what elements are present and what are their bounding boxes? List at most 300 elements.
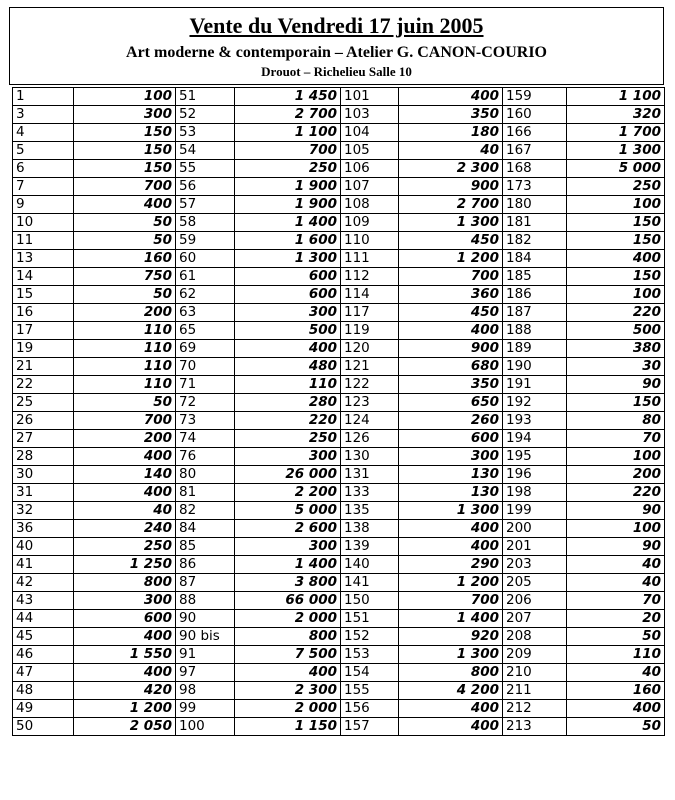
price-cell: 700 [399, 592, 503, 610]
price-cell: 1 400 [235, 556, 341, 574]
lot-number-cell: 11 [13, 232, 74, 250]
table-row [13, 376, 665, 394]
lot-number-cell: 209 [503, 646, 567, 664]
lot-number-cell: 198 [503, 484, 567, 502]
lot-number-cell: 73 [176, 412, 235, 430]
price-cell: 1 550 [74, 646, 176, 664]
lot-number-cell: 139 [341, 538, 399, 556]
price-cell: 450 [399, 304, 503, 322]
price-cell: 26 000 [235, 466, 341, 484]
price-cell: 50 [74, 286, 176, 304]
table-row [13, 250, 665, 268]
lot-number-cell: 122 [341, 376, 399, 394]
lot-number-cell: 30 [13, 466, 74, 484]
lot-number-cell: 100 [176, 718, 235, 736]
table-row [13, 286, 665, 304]
table-row [13, 358, 665, 376]
price-cell: 1 700 [567, 124, 665, 142]
price-cell: 400 [74, 196, 176, 214]
lot-number-cell: 188 [503, 322, 567, 340]
price-cell: 100 [567, 448, 665, 466]
table-row [13, 538, 665, 556]
price-cell: 220 [235, 412, 341, 430]
lot-number-cell: 27 [13, 430, 74, 448]
price-cell: 700 [399, 268, 503, 286]
price-cell: 350 [399, 376, 503, 394]
lot-number-cell: 112 [341, 268, 399, 286]
price-cell: 1 300 [567, 142, 665, 160]
price-cell: 300 [399, 448, 503, 466]
lot-number-cell: 156 [341, 700, 399, 718]
price-cell: 400 [74, 448, 176, 466]
price-cell: 600 [235, 286, 341, 304]
lot-number-cell: 157 [341, 718, 399, 736]
lot-number-cell: 131 [341, 466, 399, 484]
lot-number-cell: 99 [176, 700, 235, 718]
price-cell: 400 [399, 88, 503, 106]
price-cell: 360 [399, 286, 503, 304]
table-row [13, 412, 665, 430]
price-cell: 1 900 [235, 196, 341, 214]
lot-number-cell: 107 [341, 178, 399, 196]
lot-number-cell: 71 [176, 376, 235, 394]
lot-number-cell: 36 [13, 520, 74, 538]
price-cell: 110 [567, 646, 665, 664]
price-cell: 90 [567, 376, 665, 394]
lot-number-cell: 4 [13, 124, 74, 142]
lot-number-cell: 155 [341, 682, 399, 700]
lot-number-cell: 200 [503, 520, 567, 538]
lot-number-cell: 40 [13, 538, 74, 556]
price-cell: 750 [74, 268, 176, 286]
table-row [13, 322, 665, 340]
price-cell: 800 [399, 664, 503, 682]
price-cell: 40 [567, 664, 665, 682]
lot-number-cell: 55 [176, 160, 235, 178]
lot-number-cell: 5 [13, 142, 74, 160]
price-cell: 3 800 [235, 574, 341, 592]
price-cell: 150 [567, 268, 665, 286]
price-cell: 66 000 [235, 592, 341, 610]
table-row [13, 484, 665, 502]
lot-number-cell: 117 [341, 304, 399, 322]
price-cell: 110 [74, 322, 176, 340]
price-cell: 2 200 [235, 484, 341, 502]
lot-number-cell: 189 [503, 340, 567, 358]
lot-number-cell: 150 [341, 592, 399, 610]
price-cell: 40 [567, 556, 665, 574]
lot-number-cell: 58 [176, 214, 235, 232]
price-cell: 220 [567, 484, 665, 502]
lot-number-cell: 135 [341, 502, 399, 520]
lot-number-cell: 108 [341, 196, 399, 214]
table-row [13, 304, 665, 322]
lot-number-cell: 205 [503, 574, 567, 592]
results-table [12, 87, 665, 736]
price-cell: 1 100 [567, 88, 665, 106]
lot-number-cell: 91 [176, 646, 235, 664]
table-row [13, 268, 665, 286]
price-cell: 30 [567, 358, 665, 376]
sale-subtitle: Art moderne & contemporain – Atelier G. CANON-COURIO [126, 44, 547, 61]
lot-number-cell: 153 [341, 646, 399, 664]
table-row [13, 520, 665, 538]
lot-number-cell: 166 [503, 124, 567, 142]
sale-title: Vente du Vendredi 17 juin 2005 [189, 13, 484, 38]
lot-number-cell: 101 [341, 88, 399, 106]
lot-number-cell: 192 [503, 394, 567, 412]
price-cell: 1 200 [399, 574, 503, 592]
price-cell: 50 [567, 718, 665, 736]
price-cell: 2 700 [235, 106, 341, 124]
price-cell: 400 [235, 340, 341, 358]
lot-number-cell: 90 bis [176, 628, 235, 646]
price-cell: 160 [74, 250, 176, 268]
lot-number-cell: 97 [176, 664, 235, 682]
table-row [13, 466, 665, 484]
lot-number-cell: 159 [503, 88, 567, 106]
price-cell: 70 [567, 592, 665, 610]
price-cell: 4 200 [399, 682, 503, 700]
price-cell: 110 [235, 376, 341, 394]
price-cell: 40 [74, 502, 176, 520]
lot-number-cell: 194 [503, 430, 567, 448]
lot-number-cell: 48 [13, 682, 74, 700]
price-cell: 420 [74, 682, 176, 700]
lot-number-cell: 41 [13, 556, 74, 574]
price-cell: 400 [235, 664, 341, 682]
price-cell: 150 [567, 214, 665, 232]
price-cell: 40 [567, 574, 665, 592]
lot-number-cell: 25 [13, 394, 74, 412]
lot-number-cell: 186 [503, 286, 567, 304]
lot-number-cell: 14 [13, 268, 74, 286]
lot-number-cell: 133 [341, 484, 399, 502]
price-cell: 500 [235, 322, 341, 340]
price-cell: 280 [235, 394, 341, 412]
price-cell: 1 100 [235, 124, 341, 142]
price-cell: 400 [399, 520, 503, 538]
lot-number-cell: 110 [341, 232, 399, 250]
lot-number-cell: 104 [341, 124, 399, 142]
price-cell: 400 [399, 700, 503, 718]
price-cell: 220 [567, 304, 665, 322]
price-cell: 250 [74, 538, 176, 556]
price-cell: 2 300 [399, 160, 503, 178]
price-cell: 800 [74, 574, 176, 592]
lot-number-cell: 53 [176, 124, 235, 142]
lot-number-cell: 193 [503, 412, 567, 430]
lot-number-cell: 124 [341, 412, 399, 430]
price-cell: 1 300 [399, 502, 503, 520]
lot-number-cell: 54 [176, 142, 235, 160]
price-cell: 680 [399, 358, 503, 376]
price-cell: 450 [399, 232, 503, 250]
lot-number-cell: 160 [503, 106, 567, 124]
lot-number-cell: 49 [13, 700, 74, 718]
price-cell: 7 500 [235, 646, 341, 664]
table-row [13, 502, 665, 520]
price-cell: 300 [74, 106, 176, 124]
lot-number-cell: 213 [503, 718, 567, 736]
table-row [13, 628, 665, 646]
lot-number-cell: 22 [13, 376, 74, 394]
price-cell: 130 [399, 466, 503, 484]
lot-number-cell: 190 [503, 358, 567, 376]
price-cell: 2 700 [399, 196, 503, 214]
price-cell: 50 [567, 628, 665, 646]
lot-number-cell: 80 [176, 466, 235, 484]
lot-number-cell: 13 [13, 250, 74, 268]
price-cell: 180 [399, 124, 503, 142]
lot-number-cell: 63 [176, 304, 235, 322]
table-row [13, 592, 665, 610]
price-cell: 90 [567, 538, 665, 556]
lot-number-cell: 1 [13, 88, 74, 106]
price-cell: 1 400 [235, 214, 341, 232]
lot-number-cell: 208 [503, 628, 567, 646]
lot-number-cell: 51 [176, 88, 235, 106]
lot-number-cell: 211 [503, 682, 567, 700]
lot-number-cell: 182 [503, 232, 567, 250]
lot-number-cell: 7 [13, 178, 74, 196]
lot-number-cell: 16 [13, 304, 74, 322]
table-row [13, 394, 665, 412]
lot-number-cell: 168 [503, 160, 567, 178]
lot-number-cell: 111 [341, 250, 399, 268]
lot-number-cell: 9 [13, 196, 74, 214]
table-row [13, 646, 665, 664]
price-cell: 300 [235, 538, 341, 556]
lot-number-cell: 105 [341, 142, 399, 160]
lot-number-cell: 141 [341, 574, 399, 592]
table-row [13, 448, 665, 466]
table-row [13, 124, 665, 142]
lot-number-cell: 130 [341, 448, 399, 466]
price-cell: 200 [567, 466, 665, 484]
price-cell: 600 [74, 610, 176, 628]
price-cell: 1 300 [399, 646, 503, 664]
price-cell: 1 300 [235, 250, 341, 268]
lot-number-cell: 206 [503, 592, 567, 610]
price-cell: 1 400 [399, 610, 503, 628]
price-cell: 5 000 [235, 502, 341, 520]
price-cell: 1 450 [235, 88, 341, 106]
price-cell: 900 [399, 340, 503, 358]
results-body [13, 88, 665, 736]
price-cell: 100 [567, 520, 665, 538]
lot-number-cell: 85 [176, 538, 235, 556]
table-row [13, 340, 665, 358]
price-cell: 150 [74, 142, 176, 160]
price-cell: 250 [567, 178, 665, 196]
price-cell: 110 [74, 376, 176, 394]
lot-number-cell: 88 [176, 592, 235, 610]
lot-number-cell: 81 [176, 484, 235, 502]
price-cell: 260 [399, 412, 503, 430]
price-cell: 2 000 [235, 610, 341, 628]
price-cell: 20 [567, 610, 665, 628]
lot-number-cell: 207 [503, 610, 567, 628]
price-cell: 50 [74, 214, 176, 232]
lot-number-cell: 114 [341, 286, 399, 304]
lot-number-cell: 82 [176, 502, 235, 520]
lot-number-cell: 26 [13, 412, 74, 430]
table-row [13, 574, 665, 592]
table-row [13, 232, 665, 250]
lot-number-cell: 19 [13, 340, 74, 358]
price-cell: 1 200 [74, 700, 176, 718]
price-cell: 400 [399, 718, 503, 736]
price-cell: 300 [74, 592, 176, 610]
lot-number-cell: 173 [503, 178, 567, 196]
price-cell: 400 [74, 484, 176, 502]
price-cell: 2 000 [235, 700, 341, 718]
lot-number-cell: 65 [176, 322, 235, 340]
lot-number-cell: 60 [176, 250, 235, 268]
lot-number-cell: 17 [13, 322, 74, 340]
lot-number-cell: 103 [341, 106, 399, 124]
lot-number-cell: 191 [503, 376, 567, 394]
lot-number-cell: 138 [341, 520, 399, 538]
lot-number-cell: 50 [13, 718, 74, 736]
lot-number-cell: 70 [176, 358, 235, 376]
table-row [13, 682, 665, 700]
price-cell: 350 [399, 106, 503, 124]
price-cell: 320 [567, 106, 665, 124]
price-cell: 380 [567, 340, 665, 358]
price-cell: 50 [74, 394, 176, 412]
lot-number-cell: 62 [176, 286, 235, 304]
lot-number-cell: 119 [341, 322, 399, 340]
lot-number-cell: 126 [341, 430, 399, 448]
lot-number-cell: 203 [503, 556, 567, 574]
table-row [13, 610, 665, 628]
price-cell: 300 [235, 304, 341, 322]
price-cell: 400 [74, 664, 176, 682]
price-cell: 700 [74, 178, 176, 196]
price-cell: 800 [235, 628, 341, 646]
price-cell: 400 [567, 700, 665, 718]
price-cell: 1 900 [235, 178, 341, 196]
price-cell: 1 300 [399, 214, 503, 232]
lot-number-cell: 187 [503, 304, 567, 322]
lot-number-cell: 106 [341, 160, 399, 178]
lot-number-cell: 154 [341, 664, 399, 682]
table-row [13, 196, 665, 214]
lot-number-cell: 201 [503, 538, 567, 556]
lot-number-cell: 121 [341, 358, 399, 376]
lot-number-cell: 140 [341, 556, 399, 574]
lot-number-cell: 195 [503, 448, 567, 466]
lot-number-cell: 185 [503, 268, 567, 286]
lot-number-cell: 3 [13, 106, 74, 124]
price-cell: 1 150 [235, 718, 341, 736]
price-cell: 500 [567, 322, 665, 340]
price-cell: 1 200 [399, 250, 503, 268]
lot-number-cell: 123 [341, 394, 399, 412]
price-cell: 130 [399, 484, 503, 502]
lot-number-cell: 84 [176, 520, 235, 538]
price-cell: 250 [235, 160, 341, 178]
price-cell: 150 [74, 124, 176, 142]
price-cell: 240 [74, 520, 176, 538]
lot-number-cell: 32 [13, 502, 74, 520]
price-cell: 250 [235, 430, 341, 448]
price-cell: 150 [74, 160, 176, 178]
lot-number-cell: 31 [13, 484, 74, 502]
lot-number-cell: 15 [13, 286, 74, 304]
lot-number-cell: 21 [13, 358, 74, 376]
price-cell: 150 [567, 232, 665, 250]
price-cell: 300 [235, 448, 341, 466]
price-cell: 110 [74, 340, 176, 358]
table-row [13, 664, 665, 682]
price-cell: 920 [399, 628, 503, 646]
table-row [13, 700, 665, 718]
lot-number-cell: 90 [176, 610, 235, 628]
lot-number-cell: 210 [503, 664, 567, 682]
lot-number-cell: 180 [503, 196, 567, 214]
table-row [13, 160, 665, 178]
lot-number-cell: 45 [13, 628, 74, 646]
sale-venue: Drouot – Richelieu Salle 10 [261, 64, 412, 79]
price-cell: 160 [567, 682, 665, 700]
lot-number-cell: 28 [13, 448, 74, 466]
price-cell: 1 600 [235, 232, 341, 250]
lot-number-cell: 87 [176, 574, 235, 592]
price-cell: 100 [567, 286, 665, 304]
lot-number-cell: 43 [13, 592, 74, 610]
lot-number-cell: 72 [176, 394, 235, 412]
table-row [13, 430, 665, 448]
lot-number-cell: 109 [341, 214, 399, 232]
price-cell: 150 [567, 394, 665, 412]
lot-number-cell: 46 [13, 646, 74, 664]
lot-number-cell: 76 [176, 448, 235, 466]
lot-number-cell: 74 [176, 430, 235, 448]
lot-number-cell: 59 [176, 232, 235, 250]
price-cell: 700 [74, 412, 176, 430]
lot-number-cell: 184 [503, 250, 567, 268]
lot-number-cell: 86 [176, 556, 235, 574]
price-cell: 600 [235, 268, 341, 286]
table-row [13, 88, 665, 106]
lot-number-cell: 167 [503, 142, 567, 160]
price-cell: 5 000 [567, 160, 665, 178]
lot-number-cell: 120 [341, 340, 399, 358]
price-cell: 700 [235, 142, 341, 160]
lot-number-cell: 98 [176, 682, 235, 700]
price-cell: 650 [399, 394, 503, 412]
lot-number-cell: 196 [503, 466, 567, 484]
price-cell: 70 [567, 430, 665, 448]
lot-number-cell: 10 [13, 214, 74, 232]
price-cell: 480 [235, 358, 341, 376]
lot-number-cell: 56 [176, 178, 235, 196]
lot-number-cell: 47 [13, 664, 74, 682]
price-cell: 400 [399, 322, 503, 340]
table-row [13, 106, 665, 124]
lot-number-cell: 199 [503, 502, 567, 520]
price-cell: 200 [74, 304, 176, 322]
price-cell: 90 [567, 502, 665, 520]
lot-number-cell: 61 [176, 268, 235, 286]
price-cell: 80 [567, 412, 665, 430]
price-cell: 100 [74, 88, 176, 106]
table-row [13, 178, 665, 196]
price-cell: 50 [74, 232, 176, 250]
